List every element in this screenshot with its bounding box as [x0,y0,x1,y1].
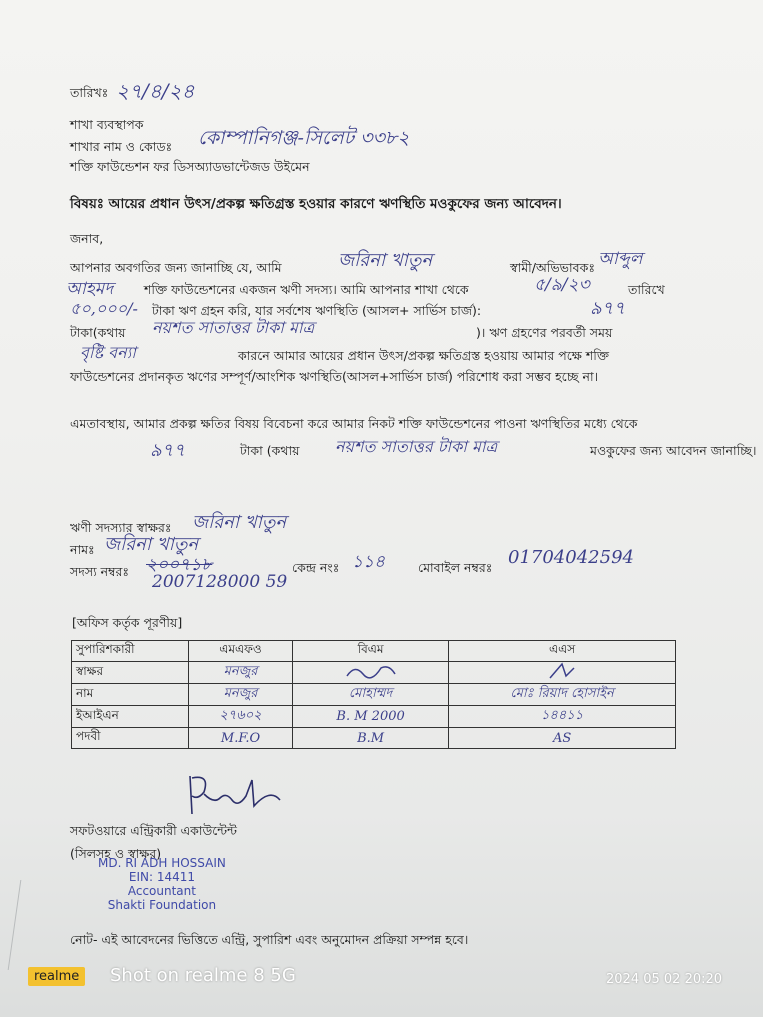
member-signature: জরিনা খাতুন [192,512,287,533]
signature-scribble [449,662,676,684]
body-paragraph-2: এমতাবস্থায়, আমার প্রকল্প ক্ষতির বিষয় বিবেচনা করে আমার নিকট শক্তি ফাউন্ডেশনের পাওনা ঋণস্থিতির মধ্যে থেকে [70,416,638,431]
accountant-seal-label: (সিলসহ ও স্বাক্ষর) [70,846,162,861]
camera-watermark: Shot on realme 8 5G [110,965,296,986]
table-cell: B.M [357,730,385,746]
table-cell: মনজুর [223,686,258,701]
waive-amount: ৯৭৭ [150,440,186,461]
table-row [72,662,676,684]
photo-timestamp: 2024 05 02 20:20 [606,972,723,987]
accountant-stamp: MD. RI ADH HOSSAIN EIN: 14411 Accountant Shakti Foundation [98,856,226,912]
table-header-row [72,641,676,662]
table-header: বিএম [293,641,449,662]
body-text: আপনার অবগতির জন্য জানাচ্ছি যে, আমি [70,260,282,275]
mobile-label: মোবাইল নম্বরঃ [418,560,493,575]
org-name: শক্তি ফাউন্ডেশন ফর ডিসঅ্যাডভান্টেজড উইমেন [70,159,310,174]
table-cell: ২৭৬০২ [219,708,262,723]
table-header: সুপারিশকারী [72,641,189,662]
accountant-signature [180,770,300,820]
row-label: স্বাক্ষর [72,662,189,684]
table-cell: B. M 2000 [336,709,405,724]
office-label: [অফিস কর্তৃক পূরণীয়] [72,615,183,630]
table-cell: মোঃ রিয়াদ হোসাইন [510,686,614,701]
row-label: নাম [72,684,189,706]
table-header: এএস [449,641,676,662]
row-label: পদবী [72,728,189,749]
body-paragraph: কারনে আমার আয়ের প্রধান উৎস/প্রকল্প ক্ষতিগ্রস্ত হওয়ায় আমার পক্ষে শক্তি ফাউন্ডেশনের প্রদানকৃত ঋণের সম্পূর্ণ/আংশিক ঋণস্থিতি(আসল+সার্ভিস চার্জ) পরিশোধ করা সম্ভব হচ্ছে না। [70,348,609,384]
loan-date: ৫/৯/২৩ [534,275,590,295]
member-no-struck: ২০০৭১৮ [146,555,213,575]
table-row [72,684,676,706]
waive-in-words: নয়শত সাতাত্তর টাকা মাত্র [335,437,498,456]
footer-note: নোট- এই আবেদনের ভিত্তিতে এন্ট্রি, সুপারিশ এবং অনুমোদন প্রক্রিয়া সম্পন্ন হবে। [70,932,469,947]
member-no-label: সদস্য নম্বরঃ [70,564,130,579]
body-text: শক্তি ফাউন্ডেশনের একজন ঋণী সদস্য। আমি আপনার শাখা থেকে [144,282,469,297]
table-header: এমএফও [189,641,293,662]
date-value: ২৭/৪/২৪ [116,79,195,103]
camera-brand-badge: realme [28,967,85,986]
loan-amount: ৫০,০০০/- [70,299,138,318]
branch-label: শাখার নাম ও কোডঃ [70,139,173,154]
salutation: জনাব, [70,231,104,246]
branch-manager: শাখা ব্যবস্থাপক [70,117,144,132]
table-row [72,706,676,728]
applicant-name: জরিনা খাতুন [338,250,433,271]
body-text: টাকা (কথায় [240,443,300,458]
body-text: মওকুফের জন্য আবেদন জানাচ্ছি। [590,443,757,458]
branch-value: কোম্পানিগঞ্জ-সিলেট ৩৩৮২ [198,127,410,149]
subject-line: বিষয়ঃ আয়ের প্রধান উৎস/প্রকল্প ক্ষতিগ্রস্ত হওয়ার কারণে ঋণস্থিতি মওকুফের জন্য আবেদন। [70,196,562,212]
table-cell: ১৪৪১১ [540,708,584,723]
member-name: জরিনা খাতুন [104,534,199,555]
name-label: নামঃ [70,542,95,557]
table-cell: মোহাম্মদ [348,686,393,701]
guardian-name-cont: আহমদ [66,279,114,299]
balance-amount: ৯৭৭ [590,298,626,319]
table-cell: মনজুর [223,664,258,679]
signature-scribble [293,662,449,684]
table-row [72,728,676,749]
row-label: ইআইএন [72,706,189,728]
body-text: তারিখে [628,282,665,297]
loss-reason: বৃষ্টি বন্যা [80,343,136,362]
balance-in-words: নয়শত সাতাত্তর টাকা মাত্র [152,318,315,337]
mobile-no: 01704042594 [508,547,634,568]
office-table [71,640,676,749]
sig-label: ঋণী সদস্যার স্বাক্ষরঃ [70,520,172,535]
body-text: )। ঋণ গ্রহণের পরবর্তী সময় [476,325,613,340]
center-no: ১১৪ [352,552,386,572]
date-label: তারিখঃ [70,85,109,100]
table-cell: AS [552,730,572,746]
guardian-name: আব্দুল [598,249,643,269]
member-no: 2007128000 59 [152,572,288,592]
table-cell: M.F.O [220,730,261,746]
body-text: টাকা ঋণ গ্রহন করি, যার সর্বশেষ ঋণস্থিতি (আসল+ সার্ভিস চার্জ): [152,303,482,318]
accountant-label: সফটওয়ারে এন্ট্রিকারী একাউন্টেন্ট [70,823,237,838]
body-text: স্বামী/অভিভাবকঃ [510,260,595,275]
body-text: টাকা(কথায় [70,325,126,340]
center-label: কেন্দ্র নংঃ [292,560,340,575]
